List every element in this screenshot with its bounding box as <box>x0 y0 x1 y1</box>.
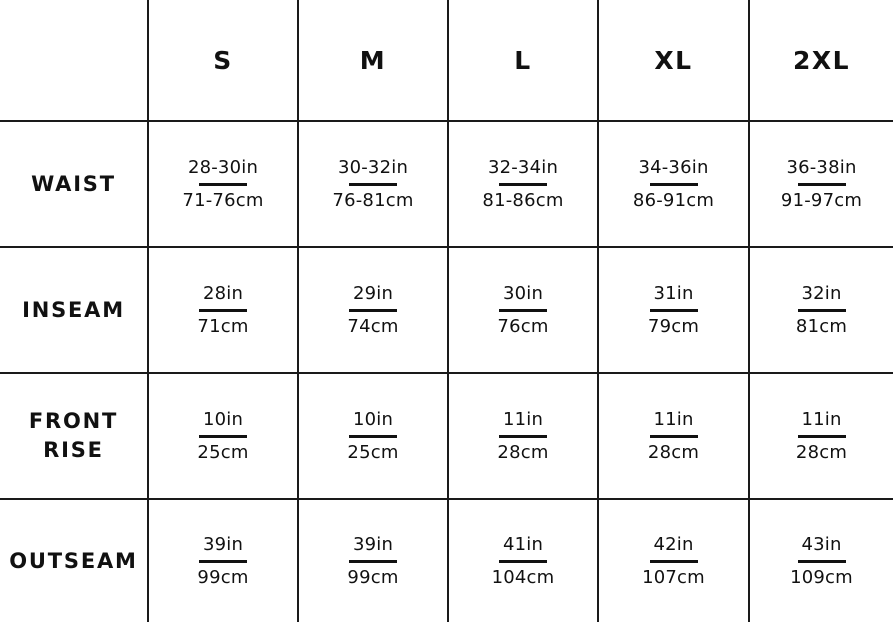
cm-value: 99cm <box>197 566 249 588</box>
size-header-2xl: 2XL <box>792 45 851 75</box>
row-label-line: INSEAM <box>22 297 125 322</box>
measurement-cell <box>750 122 893 246</box>
measurement-cell <box>449 248 597 372</box>
row-label-line: RISE <box>43 438 104 462</box>
cm-value: 81cm <box>795 315 848 337</box>
cm-value: 91-97cm <box>780 189 863 211</box>
size-header-l: L <box>514 45 532 75</box>
measurement-cell <box>449 374 597 498</box>
divider <box>199 309 247 312</box>
divider <box>199 183 247 186</box>
measurement-cell <box>149 374 297 498</box>
cm-value: 28cm <box>647 441 700 463</box>
divider <box>499 435 547 438</box>
cm-value: 71cm <box>197 315 249 337</box>
inches-value: 10in <box>202 408 244 430</box>
size-header-s: S <box>213 45 233 75</box>
divider <box>650 183 698 186</box>
inches-value: 42in <box>653 533 694 555</box>
divider <box>349 183 397 186</box>
inches-value: 11in <box>653 408 694 430</box>
divider <box>349 309 397 312</box>
inches-value: 36-38in <box>786 156 857 178</box>
size-header-xl: XL <box>654 45 693 75</box>
inches-value: 31in <box>653 282 694 304</box>
measurement-cell <box>599 122 748 246</box>
cm-value: 71-76cm <box>182 189 264 211</box>
measurement-cell <box>750 500 893 622</box>
cm-value: 28cm <box>497 441 549 463</box>
inches-value: 11in <box>801 408 842 430</box>
inches-value: 30-32in <box>337 156 409 178</box>
inches-value: 29in <box>352 282 394 304</box>
inches-value: 41in <box>502 533 544 555</box>
cm-value: 25cm <box>197 441 249 463</box>
measurement-cell <box>599 374 748 498</box>
measurement-cell <box>449 122 597 246</box>
measurement-cell <box>599 248 748 372</box>
cm-value: 79cm <box>647 315 700 337</box>
divider <box>798 435 846 438</box>
inches-value: 34-36in <box>638 156 709 178</box>
divider <box>499 183 547 186</box>
divider <box>349 435 397 438</box>
cm-value: 86-91cm <box>632 189 715 211</box>
row-label-inseam <box>0 248 147 372</box>
cm-value: 109cm <box>790 566 853 588</box>
inches-value: 30in <box>502 282 544 304</box>
inches-value: 43in <box>801 533 842 555</box>
divider <box>499 309 547 312</box>
measurement-cell <box>149 500 297 622</box>
cm-value: 99cm <box>347 566 399 588</box>
inches-value: 11in <box>502 408 544 430</box>
divider <box>650 309 698 312</box>
divider <box>199 560 247 563</box>
inches-value: 39in <box>352 533 394 555</box>
inches-value: 28-30in <box>187 156 259 178</box>
inches-value: 32-34in <box>487 156 559 178</box>
row-label-line: WAIST <box>31 171 116 196</box>
divider <box>199 435 247 438</box>
divider <box>798 183 846 186</box>
cm-value: 76-81cm <box>332 189 414 211</box>
measurement-cell <box>299 122 447 246</box>
divider <box>499 560 547 563</box>
row-label-outseam <box>0 500 147 622</box>
measurement-cell <box>149 248 297 372</box>
row-label-line: OUTSEAM <box>9 548 138 573</box>
cm-value: 104cm <box>491 566 555 588</box>
cm-value: 25cm <box>347 441 399 463</box>
cm-value: 76cm <box>497 315 549 337</box>
divider <box>798 560 846 563</box>
measurement-cell <box>599 500 748 622</box>
size-header-m: M <box>359 45 387 75</box>
measurement-cell <box>750 374 893 498</box>
measurement-cell <box>149 122 297 246</box>
divider <box>650 560 698 563</box>
inches-value: 28in <box>202 282 244 304</box>
divider <box>349 560 397 563</box>
row-label-waist <box>0 122 147 246</box>
cm-value: 107cm <box>642 566 705 588</box>
measurement-cell <box>750 248 893 372</box>
cm-value: 74cm <box>347 315 399 337</box>
measurement-cell <box>449 500 597 622</box>
inches-value: 10in <box>352 408 394 430</box>
row-label-line: FRONT <box>28 409 119 433</box>
measurement-cell <box>299 500 447 622</box>
measurement-cell <box>299 248 447 372</box>
divider <box>650 435 698 438</box>
measurement-cell <box>299 374 447 498</box>
row-label-front-rise <box>0 374 147 498</box>
inches-value: 39in <box>202 533 244 555</box>
divider <box>798 309 846 312</box>
cm-value: 28cm <box>795 441 848 463</box>
inches-value: 32in <box>801 282 842 304</box>
cm-value: 81-86cm <box>482 189 564 211</box>
